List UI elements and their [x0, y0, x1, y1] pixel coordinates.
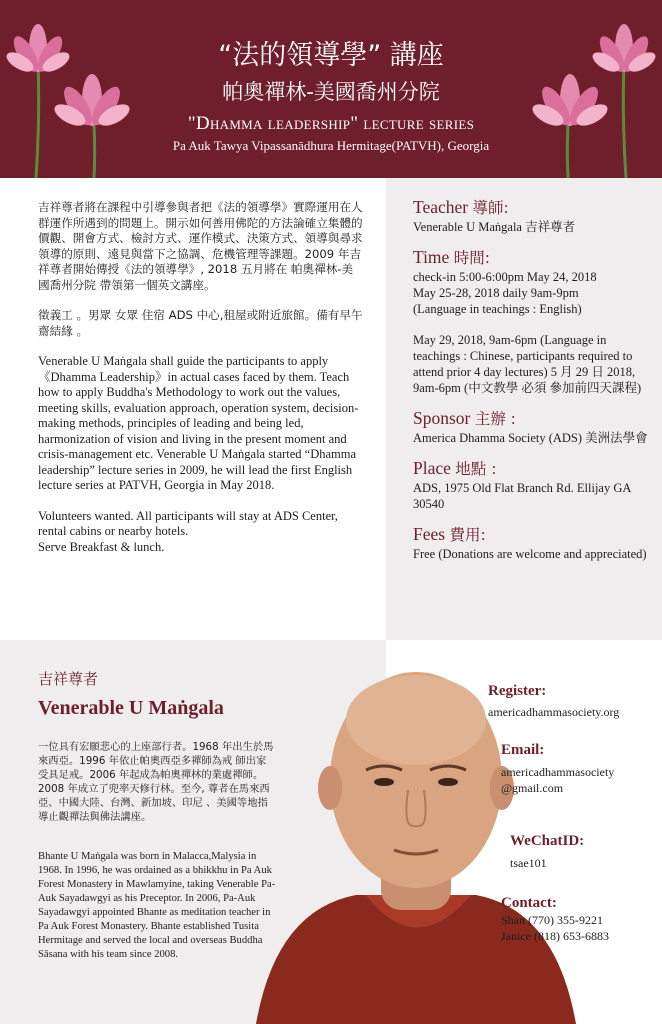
- subtitle-chinese: 帕奧禪林-美國喬州分院: [222, 80, 440, 104]
- intro-column: [38, 200, 364, 570]
- wechat-heading: WeChatID:: [510, 833, 585, 849]
- title-chinese: “法的領導學” 講座: [218, 40, 444, 71]
- place-section: [413, 460, 649, 512]
- time-value-english: check-in 5:00-6:00pm May 24, 2018 May 25-28, 2018 daily 9am-9pm (Language in teachings : English): [413, 270, 597, 316]
- volunteer-english-paragraph: Volunteers wanted. All participants will stay at ADS Center, rental cabins or nearby hotels. Serve Breakfast & lunch.: [38, 508, 338, 554]
- contact-phones: Shan (770) 355-9221 Janice (818) 653-6883: [501, 913, 609, 943]
- register-heading: Register:: [488, 683, 547, 699]
- sponsor-section: [413, 410, 649, 446]
- teacher-bio-english: Bhante U Maṅgala was born in Malacca,Malysia in 1968. In 1996, he was ordained as a bhikkhu in Pa Auk Forest Monastery in Mawlamyine, taking Venerable Pa-Auk Sayadawgyi as his Preceptor. In 2006, Pa-Auk Sayadawgyi appointed Bhante as meditation teacher in Pa Auk Forest Monastery. Bhante established Tusita Hermitage and served the local and overseas Buddha Sāsana with his team since 2008.: [38, 851, 276, 960]
- title-english: "Dhamma leadership" lecture series: [187, 113, 475, 134]
- fees-heading: Fees 費用:: [413, 524, 486, 544]
- info-panel-content: [413, 199, 649, 576]
- fees-section: [413, 526, 649, 562]
- place-value: ADS, 1975 Old Flat Branch Rd. Ellijay GA 30540: [413, 481, 631, 511]
- teacher-value: Venerable U Maṅgala 吉祥尊者: [413, 220, 576, 234]
- email-heading: Email:: [501, 742, 545, 758]
- teacher-heading: Teacher 導師:: [413, 197, 509, 217]
- time-section: [413, 249, 649, 396]
- fees-value: Free (Donations are welcome and appreciated): [413, 547, 647, 561]
- wechat-id: tsae101: [510, 856, 547, 870]
- teacher-section: [413, 199, 649, 235]
- place-heading: Place 地點 :: [413, 458, 497, 478]
- teacher-name-english: Venerable U Maṅgala: [38, 697, 224, 719]
- teacher-bio-chinese: 一位具有宏願悲心的上座部行者。1968 年出生於馬來西亞。1996 年依止帕奧西亞多禪師為戒 師出家受具足戒。2006 年起成為帕奧禪林的業處禪師。2008 年成立了兜率天修行林。至今, 尊者在馬來西亞、中國大陸、台灣、新加坡、印尼 、美國等地指導止觀禪法與佛法講座。: [38, 741, 274, 823]
- email-link[interactable]: americadhammasociety @gmail.com: [501, 765, 615, 795]
- intro-english-paragraph: Venerable U Maṅgala shall guide the participants to apply《Dhamma Leadership》in actual cases faced by them. Teach how to apply Buddha's Methodology to work out the values, meeting skills, evaluation approach, operation system, decision-making methods, principles of leading and being led, harmonization of vision and living in the present moment and crisis-management etc. Venerable U Maṅgala started “Dhamma leadership” lecture series in 2009, he will lead the first English lecture series at PATVH, Georgia in May 2018.: [38, 354, 359, 492]
- sponsor-value: America Dhamma Society (ADS) 美洲法學會: [413, 431, 648, 445]
- subtitle-english: Pa Auk Tawya Vipassanādhura Hermitage(PATVH), Georgia: [172, 138, 490, 153]
- time-value-chinese-day: May 29, 2018, 9am-6pm (Language in teachings : Chinese, participants required to attend prior 4 day lectures) 5 月 29 日 2018, 9am-6pm (中文教學 必須 參加前四天課程): [413, 333, 642, 395]
- volunteer-chinese-paragraph: 徵義工 。男眾 女眾 住宿 ADS 中心,租屋或附近旅館。備有早午齋結緣 。: [38, 308, 363, 338]
- time-heading: Time 時間:: [413, 247, 490, 267]
- sponsor-heading: Sponsor 主辦 :: [413, 408, 516, 428]
- teacher-name-chinese: 吉祥尊者: [38, 670, 99, 688]
- intro-chinese-paragraph: 吉祥尊者將在課程中引導參與者把《法的領導學》實際運用在人群運作所遇到的問題上。開示如何善用佛陀的方法論確立集體的價觀、開會方式、檢討方式、運作模式、決策方式、領導與尋求領導的原則、遠見與當下之協調、危機管理等課題。2009 年吉祥尊者開始傳授《法的領導學》, 2018 五月將在 帕奧禪林-美國喬州分院 帶領第一個英文講座。: [38, 200, 363, 292]
- register-link[interactable]: americadhammasociety.org: [488, 705, 620, 719]
- contact-heading: Contact:: [501, 895, 557, 911]
